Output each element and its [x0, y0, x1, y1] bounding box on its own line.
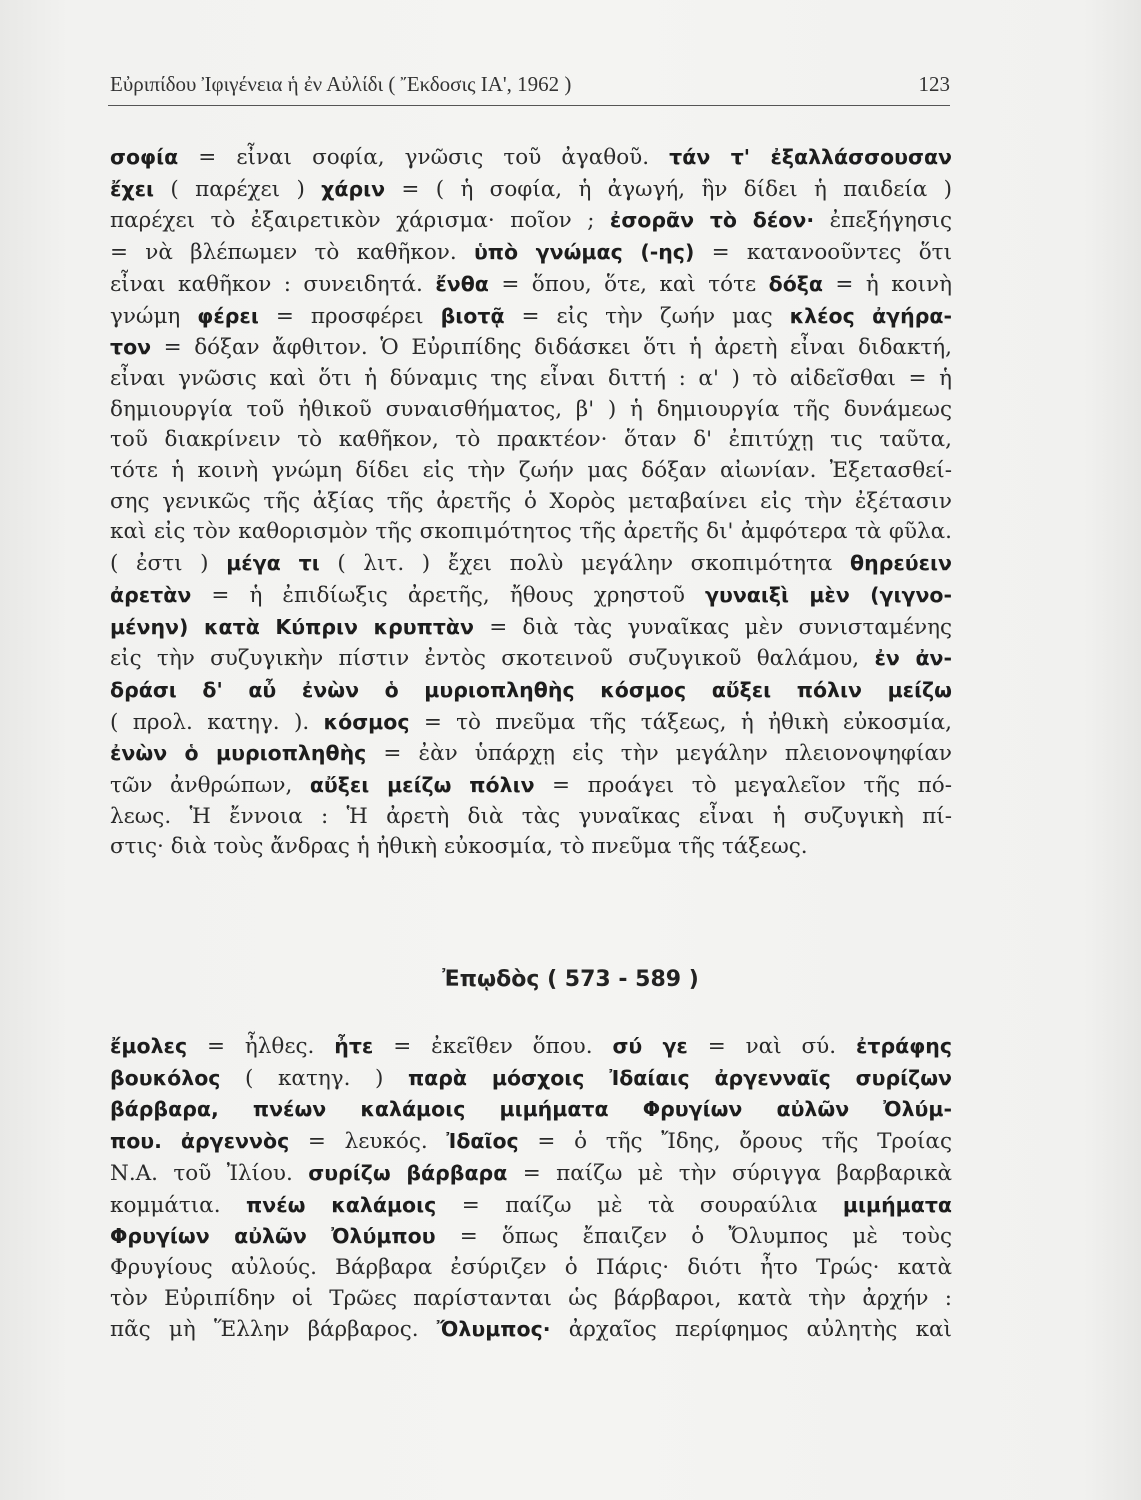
lemma-bold: δράσι δ' αὖ ἐνὼν ὁ μυριοπληθὴς κόσμος αὔξει πόλιν μείζω — [110, 677, 952, 702]
gloss-text: ἐπεξήγησις — [814, 208, 952, 234]
gloss-text: Φρυγίους αὐλούς. Βάρβαρα ἐσύριζεν ὁ Πάρις· διότι ἦτο Τρώς· κατὰ — [110, 1254, 952, 1280]
gloss-text: κομμάτια. — [110, 1192, 247, 1218]
text-line — [110, 142, 952, 174]
lemma-bold: ἐν ἀν- — [874, 646, 952, 671]
text-line — [110, 832, 952, 863]
lemma-bold: ἐτράφης — [855, 1034, 953, 1058]
lemma-bold: παρὰ μόσχοις Ἰδαίαις ἀργενναῖς συρίζων — [407, 1065, 952, 1090]
gloss-text: = δόξαν ἄφθιτον. Ὁ Εὐριπίδης διδάσκει ὅτι ἡ ἀρετὴ εἶναι διδακτή, — [151, 335, 952, 361]
gloss-text: = ἐὰν ὑπάρχῃ εἰς τὴν μεγάλην πλειονοψηφίαν — [366, 741, 952, 767]
lemma-bold: αὔξει μείζω πόλιν — [309, 773, 535, 798]
text-line — [110, 1094, 952, 1126]
text-line — [110, 174, 952, 206]
lemma-bold: ἦτε — [334, 1034, 374, 1058]
text-line — [110, 707, 952, 739]
gloss-text: = προάγει τὸ μεγαλεῖον τῆς πό- — [534, 773, 952, 799]
lemma-bold: Φρυγίων αὐλῶν Ὀλύμπου — [110, 1224, 436, 1249]
gloss-text: = ναὶ σύ. — [687, 1034, 856, 1059]
lemma-bold: κλέος ἀγήρα- — [789, 303, 952, 328]
text-line — [110, 269, 952, 301]
gloss-text: = ( ἡ σοφία, ἡ ἀγωγή, ἣν δίδει ἡ παιδεία ) — [385, 176, 952, 202]
text-line — [110, 548, 952, 580]
gloss-text: τὸν Εὐριπίδην οἱ Τρῶες παρίστανται ὡς βάρβαροι, κατὰ τὴν ἀρχήν : — [110, 1285, 952, 1311]
text-line — [110, 1158, 952, 1190]
lemma-bold: ὑπὸ γνώμας (-ης) — [473, 240, 695, 265]
gloss-text: = εἰς τὴν ζωήν μας — [504, 303, 790, 329]
lemma-bold: μιμήματα — [842, 1192, 953, 1217]
gloss-text: = ὅπου, ὅτε, καὶ τότε — [488, 271, 769, 297]
gloss-text: = διὰ τὰς γυναῖκας μὲν συνισταμένης — [473, 614, 952, 640]
gloss-text: = ὅπως ἔπαιζεν ὁ Ὄλυμπος μὲ τοὺς — [435, 1224, 952, 1250]
text-line — [110, 456, 952, 487]
gloss-text: τότε ἡ κοινὴ γνώμη δίδει εἰς τὴν ζωήν μας δόξαν αἰωνίαν. Ἐξετασθεί- — [110, 458, 952, 484]
text-line — [110, 612, 952, 644]
gloss-text: Ν.Α. τοῦ Ἰλίου. — [110, 1160, 309, 1186]
text-line — [110, 1190, 952, 1222]
text-line — [110, 205, 952, 237]
gloss-text: = τὸ πνεῦμα τῆς τάξεως, ἡ ἠθικὴ εὐκοσμία, — [409, 709, 952, 735]
lemma-bold: σύ γε — [612, 1034, 688, 1058]
lemma-bold: τάν τ' ἐξαλλάσσουσαν — [669, 145, 952, 169]
lemma-bold: πνέω καλάμοις — [246, 1192, 437, 1217]
text-line — [110, 643, 952, 675]
gloss-text: εἶναι καθῆκον : συνειδητά. — [110, 271, 436, 297]
lemma-bold: ἐσορᾶν τὸ δέον· — [609, 208, 815, 233]
gloss-text: = νὰ βλέπωμεν τὸ καθῆκον. — [110, 240, 474, 266]
text-line — [110, 675, 952, 707]
text-line — [110, 1126, 952, 1158]
gloss-text: = ἦλθες. — [187, 1034, 335, 1059]
lemma-bold: γυναιξὶ μὲν (γιγνο- — [705, 582, 953, 607]
lemma-bold: δόξα — [768, 271, 823, 296]
text-line — [110, 1314, 952, 1346]
running-title: Εὐριπίδου Ἰφιγένεια ἡ ἐν Αὐλίδι ( Ἔκδοσις ΙΑ', 1962 ) — [110, 72, 572, 96]
commentary-block-1 — [110, 142, 952, 863]
lemma-bold: μέγα τι — [226, 551, 320, 576]
gloss-text: εἰς τὴν συζυγικὴν πίστιν ἐντὸς σκοτεινοῦ συζυγικοῦ θαλάμου, — [110, 646, 875, 672]
gloss-text: γνώμη — [110, 303, 198, 329]
lemma-bold: βουκόλος — [110, 1065, 221, 1090]
running-header — [110, 72, 950, 97]
lemma-bold: ἔμολες — [110, 1034, 188, 1058]
gloss-text: σης γενικῶς τῆς ἀξίας τῆς ἀρετῆς ὁ Χορὸς μεταβαίνει εἰς τὴν ἐξέτασιν — [110, 488, 952, 514]
gloss-text: εἶναι γνῶσις καὶ ὅτι ἡ δύναμις της εἶναι διττή : α' ) τὸ αἰδεῖσθαι = ἡ — [110, 365, 952, 391]
text-line — [110, 395, 952, 426]
lemma-bold: Ἰδαῖος — [446, 1129, 519, 1154]
lemma-bold: φέρει — [197, 303, 259, 328]
gloss-text: τοῦ διακρίνειν τὸ καθῆκον, τὸ πρακτέον· ὅταν δ' ἐπιτύχῃ τις ταῦτα, — [110, 427, 952, 453]
commentary-block-2 — [110, 1031, 952, 1346]
gloss-text: = παίζω μὲ τὴν σύριγγα βαρβαρικὰ — [507, 1160, 952, 1186]
lemma-bold: θηρεύειν — [850, 551, 952, 576]
section-title: Ἐπῳδὸς ( 573 - 589 ) — [442, 967, 699, 992]
lemma-bold: βάρβαρα, πνέων καλάμοις μιμήματα Φρυγίων αὐλῶν Ὀλύμ- — [110, 1097, 952, 1122]
lemma-bold: τον — [110, 335, 152, 360]
gloss-text: = λευκός. — [289, 1129, 447, 1155]
text-line — [110, 1284, 952, 1315]
lemma-bold: που. ἀργεννὸς — [110, 1129, 290, 1154]
text-line — [110, 802, 952, 833]
gloss-text: ( παρέχει ) — [154, 176, 322, 202]
gloss-text: = ἐκεῖθεν ὅπου. — [373, 1034, 613, 1059]
text-line — [110, 517, 952, 548]
gloss-text: = εἶναι σοφία, γνῶσις τοῦ ἀγαθοῦ. — [178, 145, 670, 170]
gloss-text: ἀρχαῖος περίφημος αὐλητὴς καὶ — [550, 1317, 952, 1343]
gloss-text: ( ἐστι ) — [110, 551, 227, 577]
lemma-bold: κόσμος — [323, 709, 410, 734]
header-rule — [108, 105, 950, 106]
gloss-text: τῶν ἀνθρώπων, — [110, 773, 310, 799]
lemma-bold: ἔχει — [110, 176, 155, 201]
gloss-text: στις· διὰ τοὺς ἄνδρας ἡ ἠθικὴ εὐκοσμία, τὸ πνεῦμα τῆς τάξεως. — [110, 834, 808, 860]
gloss-text: ( λιτ. ) ἔχει πολὺ μεγάλην σκοπιμότητα — [319, 551, 851, 577]
text-line — [110, 1063, 952, 1095]
lemma-bold: ἐνὼν ὁ μυριοπληθὴς — [110, 741, 367, 766]
gloss-text: δημιουργία τοῦ ἠθικοῦ συναισθήματος, β' ) ἡ δημιουργία τῆς δυνάμεως — [110, 396, 952, 422]
text-line — [110, 487, 952, 518]
gloss-text: = κατανοοῦντες ὅτι — [694, 240, 952, 266]
lemma-bold: σοφία — [110, 145, 179, 169]
text-line — [110, 770, 952, 802]
page-number: 123 — [918, 72, 950, 96]
text-line — [110, 237, 952, 269]
lemma-bold: χάριν — [321, 176, 386, 201]
lemma-bold: ἔνθα — [435, 271, 489, 296]
text-line — [110, 332, 952, 364]
lemma-bold: ἀρετὰν — [110, 582, 192, 607]
text-line — [110, 425, 952, 456]
text-line — [110, 301, 952, 333]
lemma-bold: Ὄλυμπος· — [436, 1317, 551, 1342]
gloss-text: πᾶς μὴ Ἕλλην βάρβαρος. — [110, 1317, 437, 1343]
gloss-text: ( κατηγ. ) — [220, 1065, 408, 1091]
text-line — [110, 1253, 952, 1284]
gloss-text: = προσφέρει — [258, 303, 441, 329]
gloss-text: = ἡ ἐπιδίωξις ἀρετῆς, ἤθους χρηστοῦ — [191, 582, 706, 608]
gloss-text: = παίζω μὲ τὰ σουραύλια — [436, 1192, 843, 1218]
gloss-text: = ὁ τῆς Ἴδης, ὄρους τῆς Τροίας — [518, 1129, 952, 1155]
text-line — [110, 364, 952, 395]
lemma-bold: μένην) κατὰ Κύπριν κρυπτὰν — [110, 614, 474, 639]
text-line — [110, 580, 952, 612]
text-line — [110, 1031, 952, 1063]
gloss-text: = ἡ κοινὴ — [822, 271, 952, 297]
text-line — [110, 1221, 952, 1253]
gloss-text: λεως. Ἡ ἔννοια : Ἡ ἀρετὴ διὰ τὰς γυναῖκας εἶναι ἡ συζυγικὴ πί- — [110, 803, 952, 829]
gloss-text: ( προλ. κατηγ. ). — [110, 709, 324, 735]
lemma-bold: βιοτᾷ — [440, 303, 505, 328]
gloss-text: καὶ εἰς τὸν καθορισμὸν τῆς σκοπιμότητος τῆς ἀρετῆς δι' ἀμφότερα τὰ φῦλα. — [110, 519, 952, 545]
text-line — [110, 738, 952, 770]
lemma-bold: συρίζω βάρβαρα — [308, 1160, 508, 1185]
gloss-text: παρέχει τὸ ἐξαιρετικὸν χάρισμα· ποῖον ; — [110, 208, 610, 234]
